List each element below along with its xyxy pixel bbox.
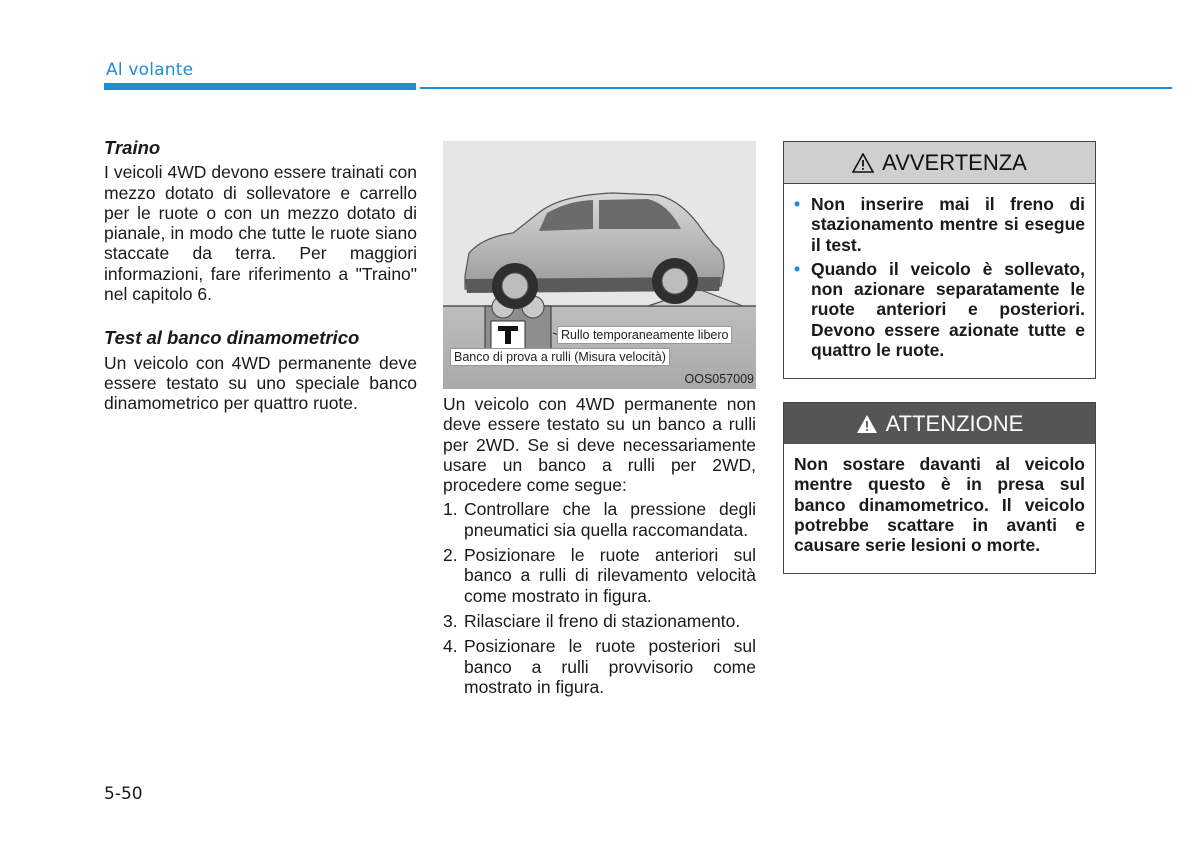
caution-header	[784, 403, 1095, 444]
step-number: 1.	[443, 499, 458, 520]
test-paragraph: Un veicolo con 4WD permanente deve essere testato su uno speciale banco dinamometrico per quattro ruote.	[104, 352, 417, 414]
step-text: Posizionare le ruote posteriori sul banco a rulli provvisorio come mostrato in figura.	[464, 636, 756, 697]
warning-triangle-icon	[852, 153, 874, 173]
figure-label-speed-roller: Banco di prova a rulli (Misura velocità)	[450, 348, 670, 366]
list-item	[443, 636, 756, 697]
middle-column	[443, 394, 756, 702]
list-item	[794, 194, 1085, 255]
step-number: 4.	[443, 636, 458, 657]
caution-title: ATTENZIONE	[885, 410, 1024, 436]
figure-code: OOS057009	[684, 372, 754, 386]
step-text: Posizionare le ruote anteriori sul banco a rulli di rilevamento velocità come mostrato in figura.	[464, 545, 756, 606]
page-number: 5-50	[104, 784, 143, 804]
bullet-icon: •	[794, 194, 801, 214]
bullet-icon: •	[794, 258, 801, 279]
step-text: Rilasciare il freno di stazionamento.	[464, 610, 741, 631]
header-rule-thick	[104, 83, 416, 90]
step-number: 3.	[443, 610, 458, 631]
caution-triangle-icon	[856, 414, 878, 434]
section-header-title: Al volante	[106, 60, 194, 80]
list-item	[443, 499, 756, 540]
figure-label-free-roller: Rullo temporaneamente libero	[557, 326, 732, 344]
warning-box	[783, 141, 1096, 379]
traino-heading: Traino	[104, 137, 161, 158]
warning-title: AVVERTENZA	[882, 149, 1027, 175]
test-heading: Test al banco dinamometrico	[104, 327, 360, 349]
warning-header	[784, 142, 1095, 184]
warning-list	[794, 194, 1085, 360]
left-column	[104, 138, 417, 414]
warning-item-text: Non inserire mai il freno di stazionamento mentre si esegue il test.	[811, 194, 1085, 255]
caution-text: Non sostare davanti al veicolo mentre questo è in presa sul banco dinamometrico. Il veicolo potrebbe scattare in avanti e causare serie lesioni o morte.	[794, 454, 1085, 556]
list-item	[443, 611, 756, 631]
traino-paragraph: I veicoli 4WD devono essere trainati con mezzo dotato di sollevatore e carrello per le ruote o con un mezzo dotato di pianale, in modo che tutte le ruote siano staccate da terra. Per maggiori informazioni, fare riferimento a "Traino" nel capitolo 6.	[104, 162, 417, 305]
step-number: 2.	[443, 545, 458, 566]
procedure-steps	[443, 499, 756, 697]
caution-box	[783, 402, 1096, 574]
step-text: Controllare che la pressione degli pneumatici sia quella raccomandata.	[464, 499, 756, 540]
list-item	[794, 259, 1085, 360]
warning-item-text: Quando il veicolo è sollevato, non azionare separatamente le ruote anteriori e posteriori. Devono essere azionate tutte e quattro le ruote.	[811, 258, 1085, 361]
dynamometer-figure	[443, 141, 756, 389]
dynamometer-intro: Un veicolo con 4WD permanente non deve essere testato su un banco a rulli per 2WD. Se si deve necessariamente usare un banco a rulli per 2WD, procedere come segue:	[443, 394, 756, 496]
list-item	[443, 545, 756, 606]
header-rule-thin	[420, 87, 1172, 89]
